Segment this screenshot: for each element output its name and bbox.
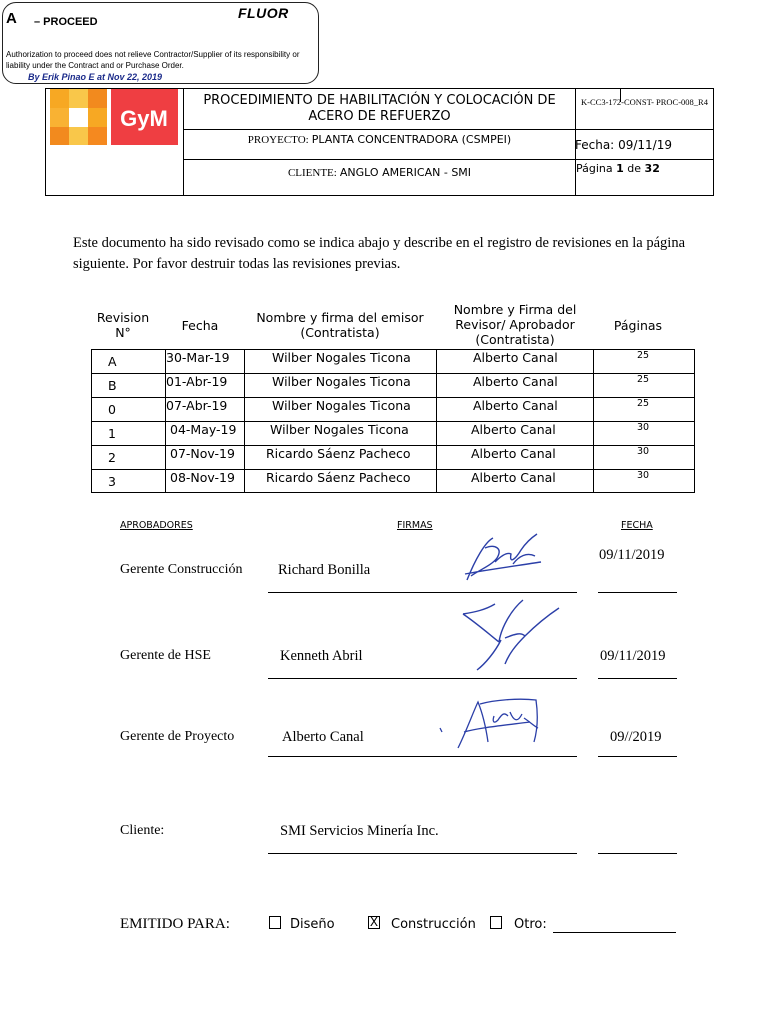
approver-role: Cliente:: [120, 823, 165, 838]
stamp-note: Authorization to proceed does not relieve Contractor/Supplier of its responsibility or liability under the Contract and or Purchase Order.: [6, 50, 300, 70]
fluor-logo: FLUOR: [238, 5, 289, 21]
approval-date: 09/11/2019: [599, 547, 665, 563]
approver-name: Alberto Canal: [282, 729, 364, 745]
approvers-header: APROBADORES: [120, 520, 193, 531]
otro-input-line[interactable]: [553, 932, 676, 933]
approver-name: Kenneth Abril: [280, 648, 363, 664]
col-header-issuer: Nombre y firma del emisor (Contratista): [256, 310, 424, 340]
approval-date: 09//2019: [610, 729, 662, 745]
col-header-pages: Páginas: [613, 318, 663, 333]
date-header: FECHA: [621, 520, 653, 531]
client-value: ANGLO AMERICAN - SMI: [339, 166, 472, 179]
page-number: Página 1 de 32: [576, 162, 660, 175]
date-value: 09/11/19: [618, 138, 672, 152]
stamp-status: – PROCEED: [34, 16, 98, 28]
col-header-date: Fecha: [181, 318, 219, 333]
approver-name: Richard Bonilla: [278, 562, 371, 578]
approval-date: 09/11/2019: [600, 648, 666, 664]
stamp-letter: A: [6, 10, 17, 27]
project-value: PLANTA CONCENTRADORA (CSMPEI): [311, 133, 512, 146]
col-header-rev: Revision N°: [96, 310, 150, 340]
approver-role: Gerente Construcción: [120, 562, 243, 577]
signatures-header: FIRMAS: [397, 520, 433, 531]
gym-logo: [50, 89, 178, 145]
option-diseno-label: Diseño: [290, 917, 335, 932]
intro-paragraph: Este documento ha sido revisado como se indica abajo y describe en el registro de revisiones en la página siguiente. Por favor destruir todas las revisiones previas.: [73, 235, 686, 272]
checkbox-diseno[interactable]: [269, 916, 281, 929]
project-field: [183, 133, 576, 146]
project-label: PROYECTO:: [247, 134, 309, 146]
option-construccion-label: Construcción: [391, 917, 476, 932]
signature-kenneth-abril: [455, 598, 565, 674]
client-field: [183, 166, 576, 179]
date-label: Fecha:: [575, 138, 615, 152]
col-header-reviewer: Nombre y Firma del Revisor/ Aprobador (Contratista): [453, 302, 577, 347]
option-otro-label: Otro:: [514, 917, 547, 932]
approver-role: Gerente de Proyecto: [120, 729, 235, 744]
document-code: K-CC3-172-CONST- PROC-008_R4: [581, 97, 708, 107]
approver-role: Gerente de HSE: [120, 648, 211, 663]
issued-for-label: EMITIDO PARA:: [120, 916, 230, 932]
signature-alberto-canal: [438, 692, 548, 756]
approver-name: SMI Servicios Minería Inc.: [280, 823, 439, 839]
date-field: [575, 138, 672, 152]
document-title: PROCEDIMIENTO DE HABILITACIÓN Y COLOCACIÓN DE ACERO DE REFUERZO: [203, 93, 556, 124]
checkbox-construccion[interactable]: X: [369, 915, 379, 929]
stamp-signed-by: By Erik Pinao E at Nov 22, 2019: [28, 72, 163, 82]
client-label: CLIENTE:: [287, 167, 337, 179]
signature-richard-bonilla: [455, 530, 545, 588]
gym-logo-text: GyM: [120, 106, 168, 131]
checkbox-otro[interactable]: [490, 916, 502, 929]
